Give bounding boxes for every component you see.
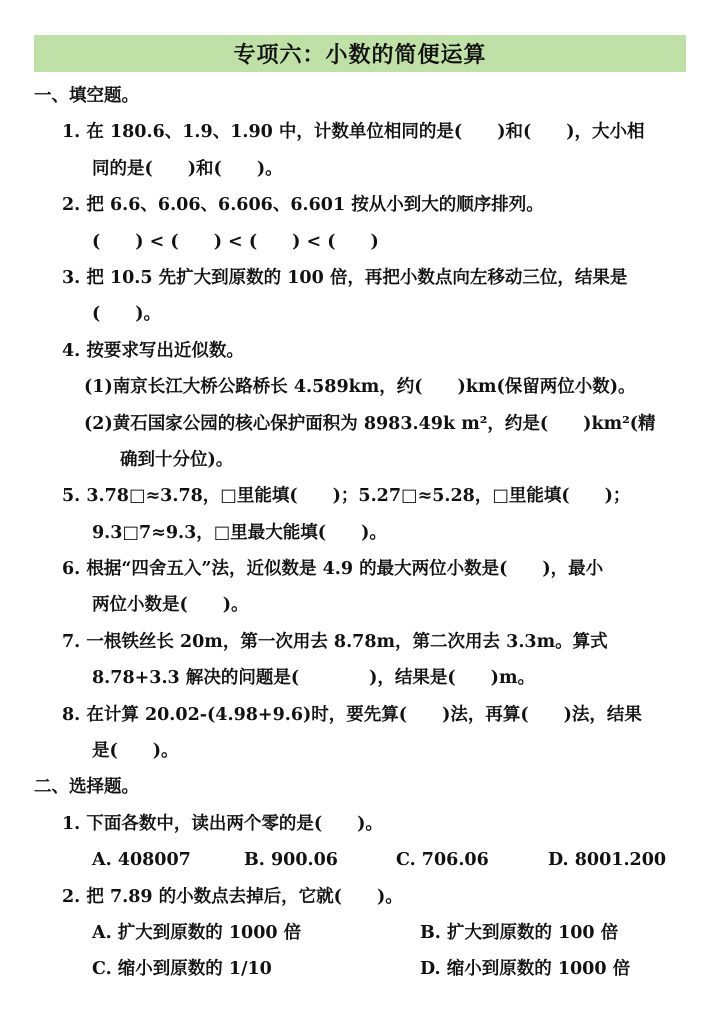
question-line: 2. 把 7.89 的小数点去掉后，它就( )。 [62,886,403,907]
question-line: (1)南京长江大桥公路桥长 4.589km，约( )km(保留两位小数)。 [84,377,636,398]
question-line: 4. 按要求写出近似数。 [62,340,244,361]
question-line: 7. 一根铁丝长 20m，第一次用去 8.78m，第二次用去 3.3m。算式 [62,631,608,652]
worksheet-title-bar [34,35,686,72]
choice-option: D. 8001.200 [548,850,667,871]
question-line: 是( )。 [92,741,179,762]
choice-option: A. 408007 [92,850,191,871]
question-line: 5. 3.78□≈3.78，□里能填( )；5.27□≈5.28，□里能填( )； [62,486,631,507]
question-line: 确到十分位)。 [120,449,234,470]
section-heading: 一、填空题。 [34,86,139,106]
question-line: 6. 根据“四舍五入”法，近似数是 4.9 的最大两位小数是( )，最小 [62,559,604,580]
choice-option: C. 缩小到原数的 1/10 [92,959,272,980]
question-line: 9.3□7≈9.3，□里最大能填( )。 [92,522,387,543]
choice-option: B. 900.06 [244,850,338,871]
choice-option: C. 706.06 [396,850,489,871]
question-line: 3. 把 10.5 先扩大到原数的 100 倍，再把小数点向左移动三位，结果是 [62,267,628,288]
question-line: (2)黄石国家公园的核心保护面积为 8983.49k m²，约是( )km²(精 [84,413,656,434]
choice-options [34,915,689,951]
question-line: 两位小数是( )。 [92,595,249,616]
question-line: 8.78+3.3 解决的问题是( )，结果是( )m。 [92,668,535,689]
choice-option: A. 扩大到原数的 1000 倍 [92,922,302,943]
question-line: 同的是( )和( )。 [92,158,283,179]
worksheet-content [34,78,689,988]
section-heading: 二、选择题。 [34,777,139,798]
worksheet-title: 专项六：小数的简便运算 [233,42,487,68]
question-line: ( )。 [92,304,162,325]
choice-option: B. 扩大到原数的 100 倍 [420,922,619,943]
choice-options [34,842,689,878]
choice-options [34,951,689,987]
question-line: 8. 在计算 20.02-(4.98+9.6)时，要先算( )法，再算( )法，结果 [62,704,642,725]
question-line: 1. 在 180.6、1.9、1.90 中，计数单位相同的是( )和( )，大小相 [62,122,645,143]
question-line: 1. 下面各数中，读出两个零的是( )。 [62,813,383,834]
choice-option: D. 缩小到原数的 1000 倍 [420,959,631,980]
question-line: ( ) < ( ) < ( ) < ( ) [92,231,379,252]
question-line: 2. 把 6.6、6.06、6.606、6.601 按从小到大的顺序排列。 [62,195,544,216]
